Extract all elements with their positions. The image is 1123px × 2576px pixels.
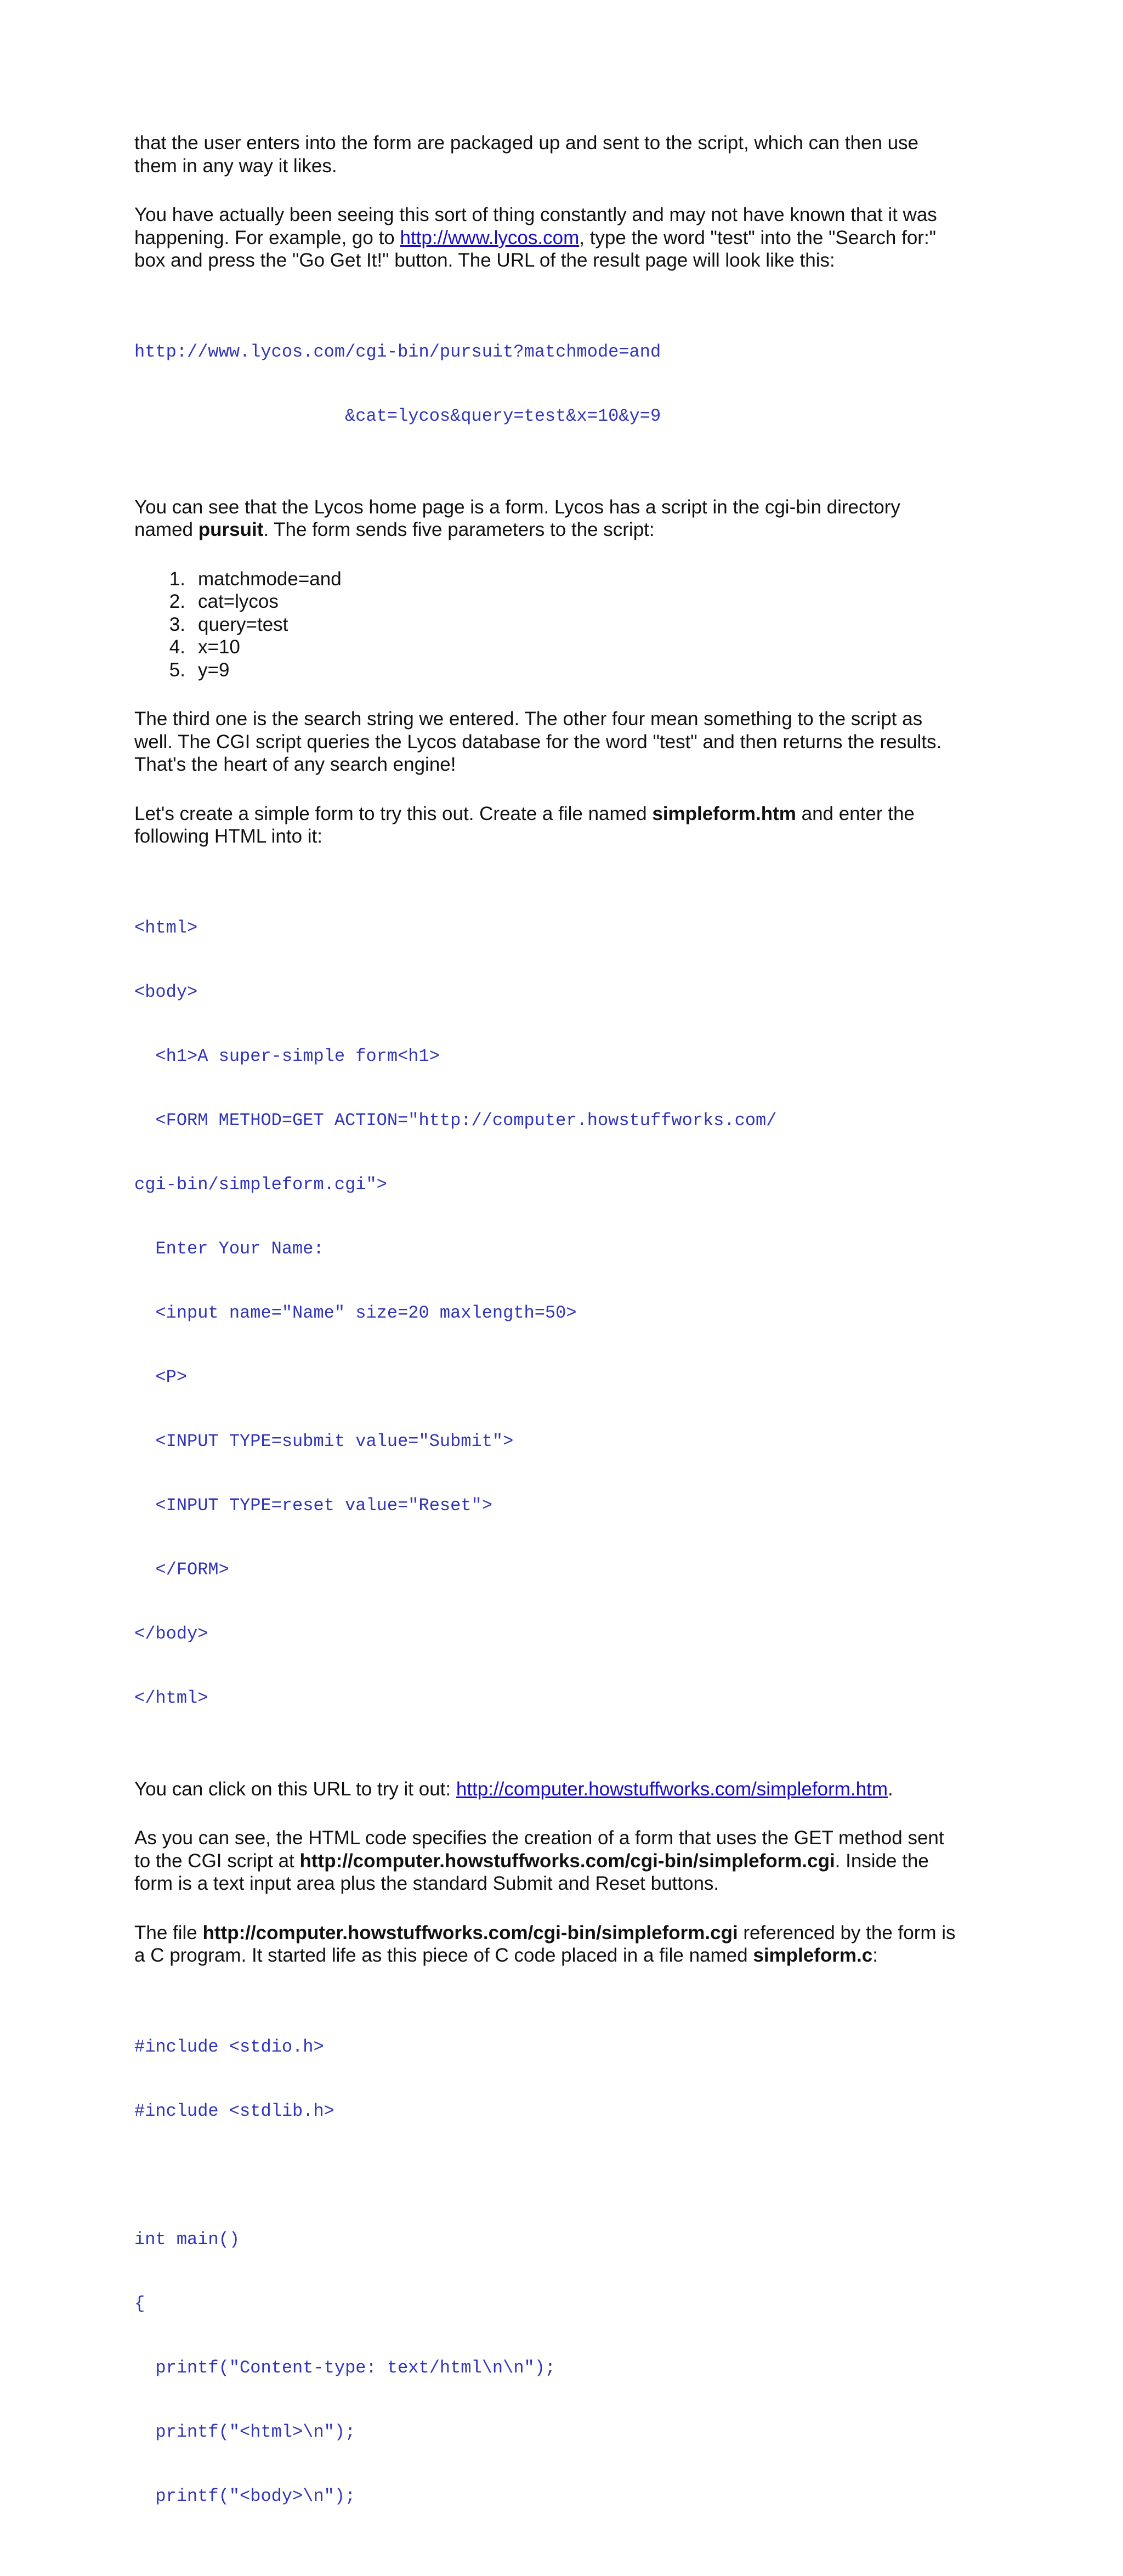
text-line: As you can see, the HTML code specifies the creation of a form that uses the GET method sent xyxy=(134,1827,944,1849)
list-value: query=test xyxy=(198,613,288,635)
code-line: <html> xyxy=(134,917,198,938)
code-line: { xyxy=(134,2293,145,2314)
bold-filename: simpleform.c xyxy=(753,1945,873,1966)
text-line xyxy=(134,227,1001,250)
code-line: #include <stdio.h> xyxy=(134,2036,324,2057)
bold-cgi-url: http://computer.howstuffworks.com/cgi-bin/simpleform.cgi xyxy=(202,1922,738,1944)
code-line: #include <stdlib.h> xyxy=(134,2100,334,2121)
parameter-list xyxy=(134,568,1001,682)
code-line: <INPUT TYPE=submit value="Submit"> xyxy=(134,1431,514,1451)
text-line: well. The CGI script queries the Lycos database for the word "test" and then returns the results. xyxy=(134,731,942,753)
code-line: Enter Your Name: xyxy=(134,1238,324,1259)
text-fragment: You can click on this URL to try it out: xyxy=(134,1778,456,1800)
list-number: 1. xyxy=(169,568,185,590)
lycos-link[interactable]: http://www.lycos.com xyxy=(400,227,580,248)
paragraph-create-form xyxy=(134,803,1001,848)
code-line: <h1>A super-simple form<h1> xyxy=(134,1046,440,1066)
code-line: printf("Content-type: text/html\n\n"); xyxy=(134,2357,556,2378)
text-line: form is a text input area plus the standard Submit and Reset buttons. xyxy=(134,1873,719,1894)
text-line: You can see that the Lycos home page is a form. Lycos has a script in the cgi-bin directory xyxy=(134,496,900,518)
list-item xyxy=(134,568,1001,591)
code-line: http://www.lycos.com/cgi-bin/pursuit?matchmode=and xyxy=(134,341,661,362)
simpleform-link[interactable]: http://computer.howstuffworks.com/simpleform.htm xyxy=(456,1778,888,1800)
text-fragment: : xyxy=(872,1945,878,1966)
text-line xyxy=(134,1944,1001,1967)
list-value: cat=lycos xyxy=(198,591,279,612)
text-line: That's the heart of any search engine! xyxy=(134,754,456,775)
list-item xyxy=(134,590,1001,613)
paragraph-try-url xyxy=(134,1778,1001,1801)
text-fragment: a C program. It started life as this piece of C code placed in a file named xyxy=(134,1945,753,1966)
text-fragment: . xyxy=(887,1778,893,1800)
list-item xyxy=(134,636,1001,659)
text-line: You have actually been seeing this sort of thing constantly and may not have known that it was xyxy=(134,204,937,225)
bold-filename: simpleform.htm xyxy=(652,803,796,824)
code-line: </html> xyxy=(134,1687,208,1708)
list-value: matchmode=and xyxy=(198,568,342,590)
code-line: </body> xyxy=(134,1623,208,1644)
list-value: x=10 xyxy=(198,636,240,658)
code-line: <body> xyxy=(134,981,198,1002)
list-number: 3. xyxy=(169,613,185,635)
code-line xyxy=(134,2165,1001,2186)
code-block-result-url xyxy=(134,298,1001,470)
bold-cgi-url: http://computer.howstuffworks.com/cgi-bin/simpleform.cgi xyxy=(299,1850,835,1872)
code-line: <input name="Name" size=20 maxlength=50> xyxy=(134,1302,577,1323)
text-fragment: Let's create a simple form to try this out. Create a file named xyxy=(134,803,653,824)
text-line xyxy=(134,803,1001,826)
code-line: <FORM METHOD=GET ACTION="http://computer.howstuffworks.com/ xyxy=(134,1110,777,1131)
text-fragment: happening. For example, go to xyxy=(134,227,400,248)
code-line: printf("<html>\n"); xyxy=(134,2421,356,2442)
paragraph-lycos-example xyxy=(134,204,1001,272)
list-number: 2. xyxy=(169,591,185,612)
text-line xyxy=(134,1850,1001,1873)
list-number: 4. xyxy=(169,636,185,658)
paragraph-lycos-form xyxy=(134,496,1001,541)
text-line: box and press the "Go Get It!" button. The URL of the result page will look like this: xyxy=(134,250,835,271)
text-line xyxy=(134,518,1001,541)
text-fragment: . The form sends five parameters to the script: xyxy=(263,519,655,540)
text-fragment: The file xyxy=(134,1922,203,1944)
text-line xyxy=(134,1778,1001,1801)
text-line: following HTML into it: xyxy=(134,826,322,847)
bold-term-pursuit: pursuit xyxy=(198,519,264,540)
text-fragment: to the CGI script at xyxy=(134,1850,300,1872)
paragraph-get-method xyxy=(134,1827,1001,1895)
code-line: int main() xyxy=(134,2229,240,2250)
paragraph-search-string xyxy=(134,708,1001,776)
text-line: The third one is the search string we entered. The other four mean something to the script as xyxy=(134,708,923,730)
code-line: printf("<body>\n"); xyxy=(134,2485,356,2506)
list-number: 5. xyxy=(169,659,185,681)
code-block-html-form xyxy=(134,874,1001,1752)
text-fragment: referenced by the form is xyxy=(738,1922,956,1944)
text-line xyxy=(134,1922,1001,1945)
code-block-c-source xyxy=(134,1993,1001,2550)
text-fragment: . Inside the xyxy=(835,1850,929,1872)
text-line: that the user enters into the form are packaged up and sent to the script, which can then use xyxy=(134,132,919,154)
code-line: <P> xyxy=(134,1366,188,1387)
text-fragment: named xyxy=(134,519,198,540)
paragraph-form-intro xyxy=(134,132,1001,177)
list-item xyxy=(134,659,1001,682)
paragraph-c-program xyxy=(134,1922,1001,1967)
text-fragment: , type the word "test" into the "Search for:" xyxy=(579,227,937,248)
code-line: &cat=lycos&query=test&x=10&y=9 xyxy=(134,405,661,426)
code-line: </FORM> xyxy=(134,1559,229,1580)
text-fragment: and enter the xyxy=(796,803,915,824)
code-line: cgi-bin/simpleform.cgi"> xyxy=(134,1174,387,1195)
code-line: <INPUT TYPE=reset value="Reset"> xyxy=(134,1495,492,1516)
list-value: y=9 xyxy=(198,659,230,681)
list-item xyxy=(134,613,1001,636)
document-page xyxy=(134,132,1001,2576)
text-line: them in any way it likes. xyxy=(134,155,337,177)
